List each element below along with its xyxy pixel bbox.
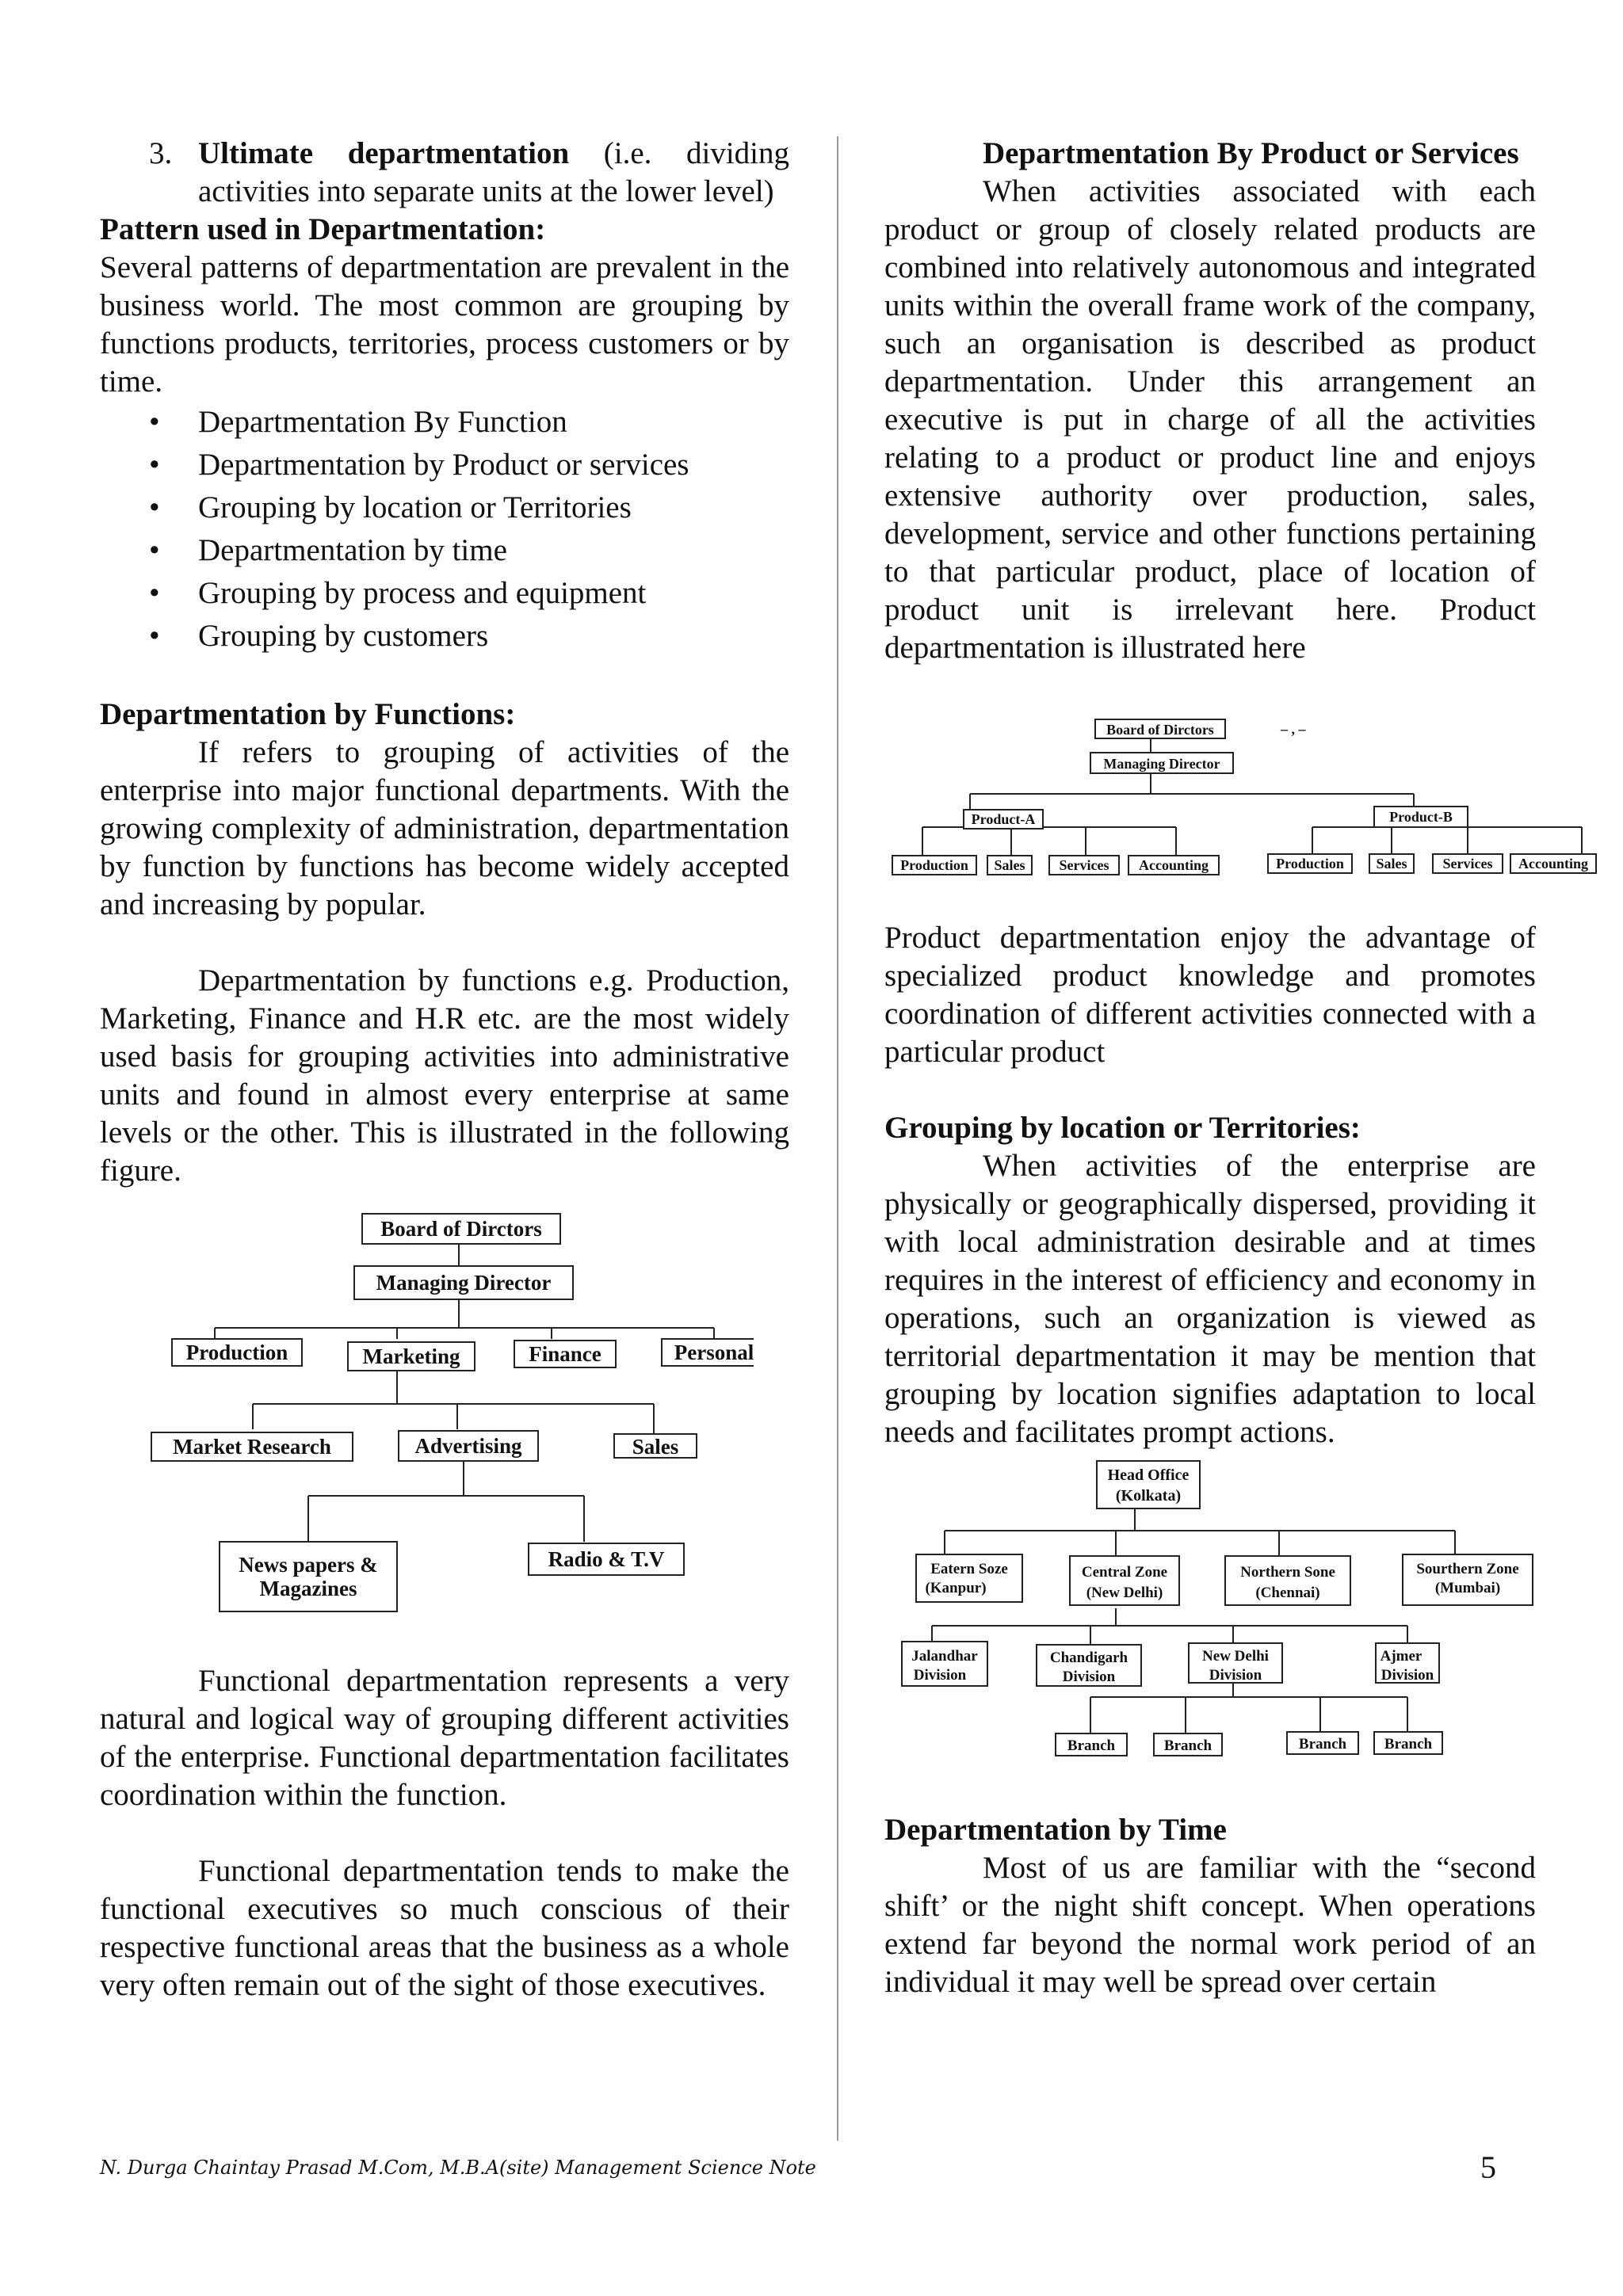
- pattern-bullet-list: [100, 401, 789, 658]
- product-paragraph-2: Product departmentation enjoy the advantage of specialized product knowledge and promotes coordination of different activities connected with a particular product: [884, 921, 1536, 1069]
- bullet-text: Departmentation By Function: [198, 405, 567, 439]
- product-heading: Departmentation By Product or Services: [983, 136, 1519, 170]
- radio-tv-label: Radio & T.V: [548, 1547, 665, 1571]
- bullet-item: [100, 615, 789, 658]
- item-bold-term: Ultimate departmentation: [198, 136, 570, 170]
- bullet-dot-icon: •: [149, 405, 160, 439]
- bullet-dot-icon: •: [149, 448, 160, 482]
- zone-south-label-2: (Mumbai): [1434, 1580, 1501, 1596]
- zone-south-label-1: Sourthern Zone: [1416, 1561, 1519, 1577]
- column-divider: [837, 136, 838, 2141]
- b-production-label: Production: [1276, 856, 1344, 871]
- bullet-item: [100, 486, 789, 529]
- newspapers-label-1: News papers &: [239, 1553, 378, 1577]
- b-sales-label: Sales: [1376, 856, 1407, 871]
- branch-label-3: Branch: [1298, 1736, 1347, 1753]
- division-jalandhar-label-1: Jalandhar: [911, 1648, 978, 1665]
- location-paragraph: When activities of the enterprise are physically or geographically dispersed, providing it with local administration desirable and at times requires in the interest of efficiency and economy in operations, such an organization is viewed as territorial departmentation it may be mention that grouping by location signifies adaptation to local needs and facilitates prompt actions.: [884, 1149, 1536, 1449]
- board-label: Board of Dirctors: [380, 1217, 542, 1241]
- pattern-heading: Pattern used in Departmentation:: [100, 212, 546, 246]
- footer-author: N. Durga Chaintay Prasad M.Com, M.B.A(site) Management Science Note: [100, 2157, 816, 2179]
- time-heading: Departmentation by Time: [884, 1813, 1227, 1847]
- advertising-label: Advertising: [414, 1434, 522, 1458]
- bullet-text: Grouping by process and equipment: [198, 576, 647, 610]
- bullet-text: Grouping by location or Territories: [198, 490, 632, 524]
- territorial-org-chart: [884, 1456, 1542, 1805]
- product-b-label: Product-B: [1389, 809, 1453, 825]
- functions-paragraph-2: Departmentation by functions e.g. Production, Marketing, Finance and H.R etc. are the most widely used basis for grouping activities into administrative units and found in almost every enterprise at same levels or the other. This is illustrated in the following figure.: [100, 963, 789, 1188]
- b-services-label: Services: [1442, 856, 1493, 871]
- product-board-label: Board of Dirctors: [1106, 722, 1214, 738]
- bullet-item: [100, 444, 789, 486]
- bullet-dot-icon: •: [149, 533, 160, 567]
- pattern-text: Several patterns of departmentation are prevalent in the business world. The most common are grouping by functions products, territories, process customers or by time.: [100, 250, 789, 399]
- bullet-dot-icon: •: [149, 490, 160, 524]
- division-newdelhi-label-2: Division: [1209, 1667, 1262, 1684]
- product-a-label: Product-A: [971, 811, 1036, 827]
- time-paragraph: Most of us are familiar with the “second shift’ or the night shift concept. When operations extend far beyond the normal work period of an individual it may well be spread over certain: [884, 1851, 1536, 1999]
- sales-label: Sales: [632, 1435, 679, 1459]
- zone-east-label-2: (Kanpur): [925, 1580, 987, 1596]
- functional-org-chart: [136, 1203, 754, 1646]
- zone-central-label-1: Central Zone: [1081, 1564, 1168, 1581]
- finance-label: Finance: [529, 1342, 601, 1366]
- bullet-text: Departmentation by time: [198, 533, 507, 567]
- zone-east-label-1: Eatern Soze: [930, 1561, 1008, 1577]
- functions-heading: Departmentation by Functions:: [100, 697, 516, 731]
- item-text: (i.e. dividing activities into separate units at the lower level): [198, 136, 789, 208]
- branch-label-2: Branch: [1163, 1737, 1212, 1754]
- head-office-label-2: (Kolkata): [1115, 1487, 1182, 1505]
- personal-label: Personal: [674, 1341, 754, 1364]
- bullet-text: Grouping by customers: [198, 619, 489, 653]
- product-paragraph-1: When activities associated with each product or group of closely related products are combined into relatively autonomous and integrated units within the overall frame work of the company, such an organisation is described as product departmentation. Under this arrangement an executive is put in charge of all the activities relating to a product or product line and enjoys extensive authority over production, sales, development, service and other functions pertaining to that particular product, place of location of product unit is irrelevant here. Product departmentation is illustrated here: [884, 174, 1536, 665]
- bullet-text: Departmentation by Product or services: [198, 448, 689, 482]
- functions-paragraph-3: Functional departmentation represents a very natural and logical way of grouping different activities of the enterprise. Functional departmentation facilitates coordination within the function.: [100, 1664, 789, 1812]
- product-org-chart: [884, 699, 1598, 897]
- page-number: 5: [1480, 2149, 1496, 2185]
- product-board-marks: – , –: [1281, 721, 1306, 737]
- zone-central-label-2: (New Delhi): [1086, 1585, 1163, 1601]
- md-label: Managing Director: [376, 1271, 552, 1295]
- division-newdelhi-label-1: New Delhi: [1202, 1648, 1269, 1665]
- bullet-item: [100, 529, 789, 572]
- a-sales-label: Sales: [994, 857, 1025, 873]
- marketing-label: Marketing: [362, 1344, 460, 1368]
- zone-north-label-2: (Chennai): [1255, 1585, 1320, 1601]
- division-chandigarh-label-2: Division: [1062, 1669, 1116, 1685]
- bullet-dot-icon: •: [149, 619, 160, 653]
- functions-paragraph-1: If refers to grouping of activities of the enterprise into major functional departments. With the growing complexity of administration, departmentation by function by functions has become widely accepted and increasing by popular.: [100, 735, 789, 921]
- item-number: 3.: [149, 136, 173, 170]
- bullet-dot-icon: •: [149, 576, 160, 610]
- branch-label-4: Branch: [1384, 1736, 1433, 1753]
- newspapers-label-2: Magazines: [259, 1577, 357, 1600]
- division-ajmer-label-2: Division: [1381, 1667, 1434, 1684]
- division-ajmer-label-1: Ajmer: [1380, 1648, 1423, 1665]
- production-label: Production: [185, 1341, 288, 1364]
- branch-label-1: Branch: [1067, 1737, 1116, 1754]
- a-services-label: Services: [1059, 857, 1109, 873]
- bullet-item: [100, 572, 789, 615]
- left-column: [100, 135, 789, 2004]
- a-accounting-label: Accounting: [1138, 857, 1209, 873]
- location-heading: Grouping by location or Territories:: [884, 1111, 1361, 1145]
- division-jalandhar-label-2: Division: [913, 1667, 967, 1684]
- numbered-item-3: [100, 135, 789, 211]
- head-office-label-1: Head Office: [1107, 1466, 1190, 1484]
- division-chandigarh-label-1: Chandigarh: [1049, 1650, 1128, 1666]
- b-accounting-label: Accounting: [1518, 856, 1589, 871]
- right-column: [884, 135, 1589, 2001]
- a-production-label: Production: [900, 857, 968, 873]
- product-md-label: Managing Director: [1103, 756, 1220, 772]
- zone-north-label-1: Northern Sone: [1240, 1564, 1335, 1581]
- bullet-item: [100, 401, 789, 444]
- market-research-label: Market Research: [173, 1435, 331, 1459]
- functions-paragraph-4: Functional departmentation tends to make the functional executives so much conscious of their respective functional areas that the business as a whole very often remain out of the sight of those executives.: [100, 1854, 789, 2002]
